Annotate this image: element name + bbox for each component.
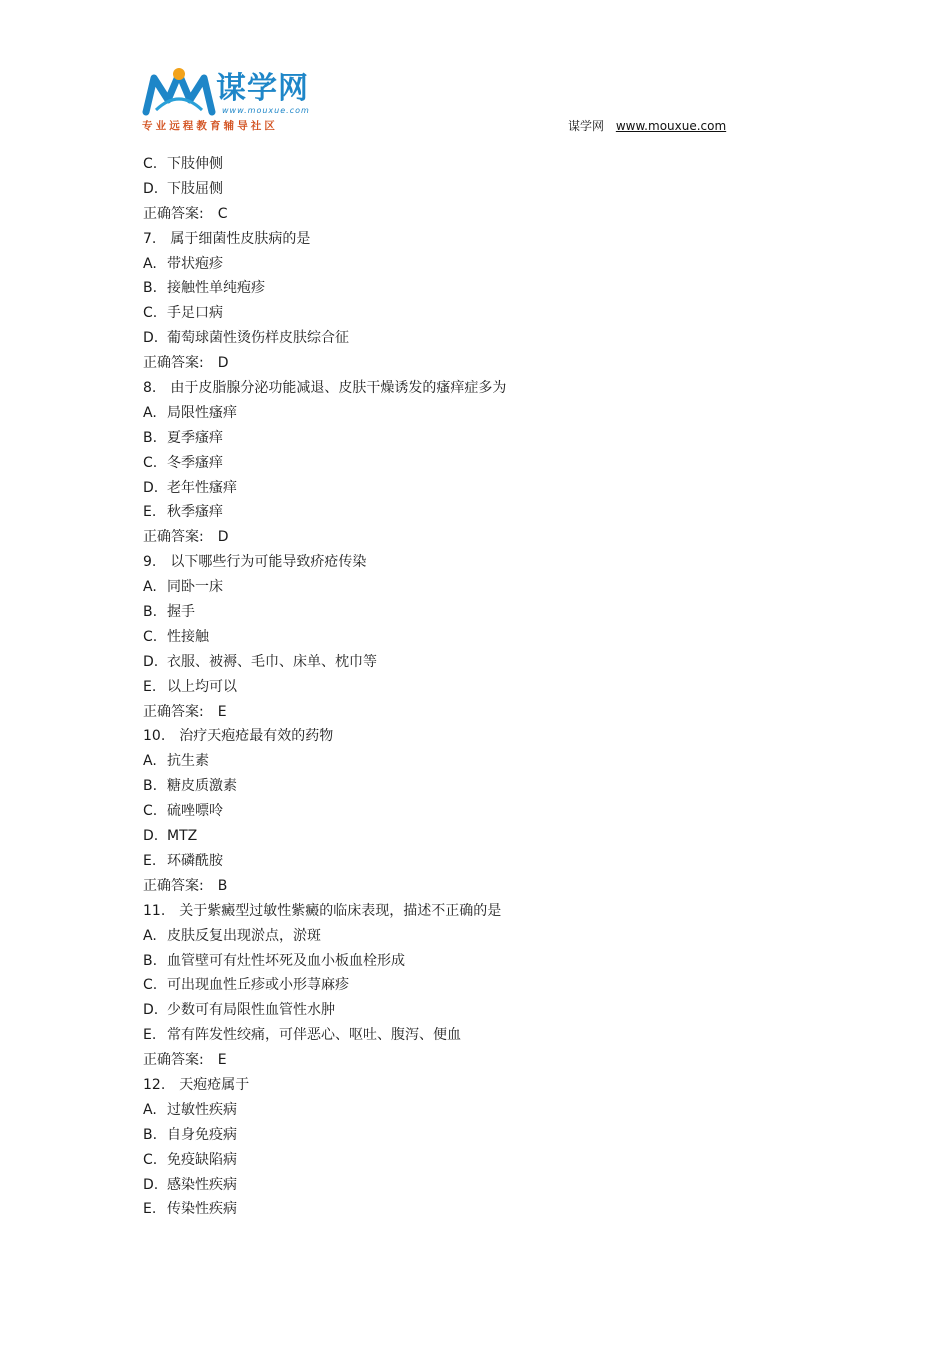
question-list bbox=[143, 152, 843, 1222]
option-line bbox=[143, 177, 843, 202]
option-text: 接触性单纯疱疹 bbox=[167, 280, 265, 297]
answer-label: 正确答案: bbox=[143, 355, 204, 372]
option-line bbox=[143, 774, 843, 799]
option-line bbox=[143, 500, 843, 525]
option-line bbox=[143, 326, 843, 351]
answer-label: 正确答案: bbox=[143, 1052, 204, 1069]
question-text: 由于皮脂腺分泌功能减退、皮肤干燥诱发的瘙痒症多为 bbox=[170, 380, 507, 397]
option-line bbox=[143, 600, 843, 625]
header-site-link[interactable]: www.mouxue.com bbox=[615, 119, 727, 133]
option-letter: D. bbox=[143, 479, 159, 496]
option-text: 葡萄球菌性烫伤样皮肤综合征 bbox=[167, 330, 349, 347]
option-text: 秋季瘙痒 bbox=[167, 504, 223, 521]
option-letter: B. bbox=[143, 952, 158, 969]
option-letter: E. bbox=[143, 1201, 157, 1218]
question-line bbox=[143, 724, 843, 749]
option-letter: C. bbox=[143, 454, 158, 471]
option-line bbox=[143, 650, 843, 675]
option-line bbox=[143, 1023, 843, 1048]
option-text: 皮肤反复出现淤点，淤斑 bbox=[167, 927, 321, 944]
option-line bbox=[143, 749, 843, 774]
option-text: MTZ bbox=[167, 828, 198, 845]
option-letter: E. bbox=[143, 1027, 157, 1044]
option-line bbox=[143, 924, 843, 949]
question-line bbox=[143, 227, 843, 252]
option-line bbox=[143, 799, 843, 824]
option-letter: D. bbox=[143, 1176, 159, 1193]
answer-value: D bbox=[217, 355, 229, 372]
option-text: 传染性疾病 bbox=[167, 1201, 237, 1218]
option-letter: C. bbox=[143, 1151, 158, 1168]
option-letter: C. bbox=[143, 305, 158, 322]
option-text: 下肢屈侧 bbox=[167, 180, 223, 197]
option-text: 手足口病 bbox=[167, 305, 223, 322]
answer-value: C bbox=[217, 205, 228, 222]
question-number: 10. bbox=[143, 728, 166, 745]
question-text: 关于紫癜型过敏性紫癜的临床表现，描述不正确的是 bbox=[179, 902, 502, 919]
option-letter: C. bbox=[143, 803, 158, 820]
option-text: 老年性瘙痒 bbox=[167, 479, 237, 496]
site-logo[interactable] bbox=[142, 66, 327, 134]
option-text: 冬季瘙痒 bbox=[167, 454, 223, 471]
answer-line bbox=[143, 700, 843, 725]
option-letter: D. bbox=[143, 330, 159, 347]
option-line bbox=[143, 451, 843, 476]
option-text: 以上均可以 bbox=[167, 678, 237, 695]
option-letter: A. bbox=[143, 927, 157, 944]
answer-line bbox=[143, 525, 843, 550]
question-text: 天疱疮属于 bbox=[179, 1076, 250, 1093]
option-line bbox=[143, 152, 843, 177]
question-number: 8. bbox=[143, 380, 157, 397]
option-text: 夏季瘙痒 bbox=[167, 429, 223, 446]
logo-tagline: 专业远程教育辅导社区 bbox=[142, 120, 278, 132]
option-letter: B. bbox=[143, 429, 158, 446]
option-text: 握手 bbox=[167, 604, 195, 621]
option-letter: D. bbox=[143, 653, 159, 670]
answer-label: 正确答案: bbox=[143, 703, 204, 720]
option-letter: E. bbox=[143, 678, 157, 695]
option-letter: D. bbox=[143, 828, 159, 845]
option-letter: E. bbox=[143, 852, 157, 869]
option-line bbox=[143, 1173, 843, 1198]
option-letter: C. bbox=[143, 977, 158, 994]
option-line bbox=[143, 301, 843, 326]
option-letter: A. bbox=[143, 404, 157, 421]
answer-value: E bbox=[217, 1052, 227, 1069]
answer-label: 正确答案: bbox=[143, 205, 204, 222]
option-text: 感染性疾病 bbox=[167, 1176, 237, 1193]
option-letter: D. bbox=[143, 180, 159, 197]
option-line bbox=[143, 426, 843, 451]
option-line bbox=[143, 949, 843, 974]
header-site-info bbox=[568, 117, 726, 134]
question-line bbox=[143, 1073, 843, 1098]
option-line bbox=[143, 1123, 843, 1148]
question-line bbox=[143, 376, 843, 401]
answer-line bbox=[143, 351, 843, 376]
option-line bbox=[143, 998, 843, 1023]
question-text: 以下哪些行为可能导致疥疮传染 bbox=[170, 554, 367, 571]
option-text: 免疫缺陷病 bbox=[167, 1151, 237, 1168]
option-text: 衣服、被褥、毛巾、床单、枕巾等 bbox=[167, 653, 377, 670]
option-letter: B. bbox=[143, 778, 158, 795]
option-letter: A. bbox=[143, 1101, 157, 1118]
logo-url-text: www.mouxue.com bbox=[222, 106, 310, 115]
option-text: 自身免疫病 bbox=[167, 1126, 237, 1143]
option-text: 糖皮质激素 bbox=[167, 778, 237, 795]
answer-line bbox=[143, 202, 843, 227]
option-letter: E. bbox=[143, 504, 157, 521]
logo-brand-text: 谋学网 bbox=[216, 71, 309, 106]
question-number: 7. bbox=[143, 230, 157, 247]
header-site-name: 谋学网 bbox=[568, 119, 605, 133]
answer-line bbox=[143, 1048, 843, 1073]
option-text: 少数可有局限性血管性水肿 bbox=[167, 1002, 335, 1019]
option-text: 环磷酰胺 bbox=[167, 852, 223, 869]
option-letter: A. bbox=[143, 579, 157, 596]
option-text: 血管壁可有灶性坏死及血小板血栓形成 bbox=[167, 952, 405, 969]
answer-label: 正确答案: bbox=[143, 529, 204, 546]
option-text: 硫唑嘌呤 bbox=[167, 803, 223, 820]
option-line bbox=[143, 1148, 843, 1173]
option-line bbox=[143, 973, 843, 998]
logo-m-icon bbox=[142, 66, 216, 116]
option-text: 过敏性疾病 bbox=[167, 1101, 237, 1118]
option-letter: B. bbox=[143, 280, 158, 297]
option-text: 局限性瘙痒 bbox=[167, 404, 237, 421]
option-letter: A. bbox=[143, 255, 157, 272]
option-line bbox=[143, 625, 843, 650]
option-line bbox=[143, 575, 843, 600]
option-text: 抗生素 bbox=[167, 753, 209, 770]
question-number: 11. bbox=[143, 902, 166, 919]
answer-value: B bbox=[217, 877, 228, 894]
answer-line bbox=[143, 874, 843, 899]
option-text: 性接触 bbox=[167, 628, 209, 645]
option-line bbox=[143, 401, 843, 426]
option-text: 带状疱疹 bbox=[167, 255, 223, 272]
option-text: 同卧一床 bbox=[167, 579, 223, 596]
option-line bbox=[143, 276, 843, 301]
option-letter: C. bbox=[143, 156, 158, 172]
answer-label: 正确答案: bbox=[143, 877, 204, 894]
question-line bbox=[143, 899, 843, 924]
option-line bbox=[143, 675, 843, 700]
question-number: 12. bbox=[143, 1076, 166, 1093]
option-text: 常有阵发性绞痛，可伴恶心、呕吐、腹泻、便血 bbox=[167, 1027, 461, 1044]
page-header bbox=[0, 0, 950, 140]
answer-value: E bbox=[217, 703, 227, 720]
option-letter: C. bbox=[143, 628, 158, 645]
option-line bbox=[143, 476, 843, 501]
option-line bbox=[143, 252, 843, 277]
question-number: 9. bbox=[143, 554, 157, 571]
option-line bbox=[143, 849, 843, 874]
option-letter: A. bbox=[143, 753, 157, 770]
option-text: 可出现血性丘疹或小形荨麻疹 bbox=[167, 977, 349, 994]
option-line bbox=[143, 1098, 843, 1123]
question-text: 属于细菌性皮肤病的是 bbox=[170, 230, 311, 247]
option-letter: B. bbox=[143, 604, 158, 621]
option-line bbox=[143, 1197, 843, 1222]
option-line bbox=[143, 824, 843, 849]
option-text: 下肢伸侧 bbox=[167, 156, 223, 172]
option-letter: D. bbox=[143, 1002, 159, 1019]
option-letter: B. bbox=[143, 1126, 158, 1143]
answer-value: D bbox=[217, 529, 229, 546]
question-text: 治疗天疱疮最有效的药物 bbox=[179, 728, 334, 745]
question-line bbox=[143, 550, 843, 575]
